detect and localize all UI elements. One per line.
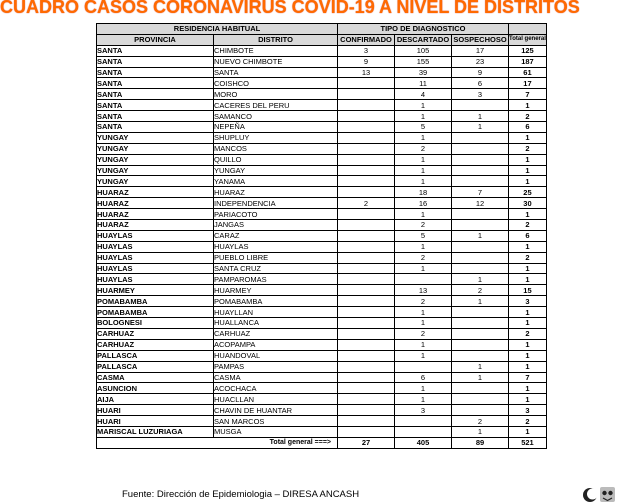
cell-sospechoso: 2: [452, 416, 509, 427]
cell-distrito: SAN MARCOS: [214, 416, 338, 427]
cell-provincia: YUNGAY: [97, 132, 214, 143]
cell-sospechoso: 1: [452, 111, 509, 122]
col-header-sospechoso: SOSPECHOSO: [453, 35, 507, 45]
table-row: [97, 285, 547, 296]
cell-confirmado: [338, 328, 395, 339]
cell-distrito: POMABAMBA: [214, 296, 338, 307]
cell-total: 1: [509, 383, 547, 394]
cell-provincia: CARHUAZ: [97, 328, 214, 339]
table-row: [97, 198, 547, 209]
cell-provincia: SANTA: [97, 111, 214, 122]
cell-confirmado: [338, 241, 395, 252]
cell-confirmado: [338, 307, 395, 318]
cell-confirmado: [338, 296, 395, 307]
cell-total: 1: [509, 154, 547, 165]
cell-total: 1: [509, 274, 547, 285]
cell-sospechoso: 1: [452, 296, 509, 307]
cell-distrito: INDEPENDENCIA: [214, 198, 338, 209]
cell-distrito: ACOPAMPA: [214, 339, 338, 350]
cell-descartado: 1: [395, 350, 452, 361]
cell-distrito: SANTA: [214, 67, 338, 78]
table-row: [97, 111, 547, 122]
cell-confirmado: [338, 187, 395, 198]
cell-sospechoso: 1: [452, 122, 509, 133]
cell-total: 3: [509, 296, 547, 307]
cell-sospechoso: 1: [452, 372, 509, 383]
table-body: [97, 45, 547, 437]
cell-descartado: [395, 361, 452, 372]
cell-total: 1: [509, 100, 547, 111]
source-note: Fuente: Dirección de Epidemiologia – DIRESA ANCASH: [122, 489, 360, 500]
total-confirmado: 27: [338, 437, 395, 448]
cell-distrito: SANTA CRUZ: [214, 263, 338, 274]
cell-descartado: 1: [395, 339, 452, 350]
cell-descartado: 1: [395, 318, 452, 329]
cell-descartado: 18: [395, 187, 452, 198]
cell-sospechoso: 2: [452, 285, 509, 296]
cell-sospechoso: [452, 252, 509, 263]
cell-sospechoso: [452, 339, 509, 350]
cell-confirmado: [338, 100, 395, 111]
cell-provincia: SANTA: [97, 56, 214, 67]
cell-total: 1: [509, 307, 547, 318]
cell-descartado: 39: [395, 67, 452, 78]
cell-provincia: PALLASCA: [97, 350, 214, 361]
cell-provincia: HUARAZ: [97, 220, 214, 231]
logo-icon: [583, 486, 617, 503]
cell-provincia: SANTA: [97, 122, 214, 133]
cell-descartado: 1: [395, 100, 452, 111]
cell-distrito: ACOCHACA: [214, 383, 338, 394]
cell-distrito: SAMANCO: [214, 111, 338, 122]
cell-total: 2: [509, 416, 547, 427]
cell-confirmado: [338, 132, 395, 143]
table-row: [97, 383, 547, 394]
cell-total: 15: [509, 285, 547, 296]
cell-total: 1: [509, 426, 547, 437]
cell-descartado: 3: [395, 405, 452, 416]
cell-descartado: 2: [395, 296, 452, 307]
table-row: [97, 405, 547, 416]
cell-sospechoso: [452, 176, 509, 187]
cell-total: 25: [509, 187, 547, 198]
table-row: [97, 350, 547, 361]
cell-provincia: CARHUAZ: [97, 339, 214, 350]
cell-sospechoso: [452, 154, 509, 165]
cell-provincia: BOLOGNESI: [97, 318, 214, 329]
cell-sospechoso: [452, 394, 509, 405]
cell-distrito: PAMPAROMAS: [214, 274, 338, 285]
total-descartado: 405: [395, 437, 452, 448]
cell-provincia: YUNGAY: [97, 154, 214, 165]
cell-descartado: 5: [395, 230, 452, 241]
cell-descartado: 6: [395, 372, 452, 383]
cell-descartado: 16: [395, 198, 452, 209]
cell-descartado: 11: [395, 78, 452, 89]
table-row: [97, 296, 547, 307]
col-header-distrito: DISTRITO: [214, 34, 338, 45]
cell-confirmado: [338, 383, 395, 394]
cell-total: 1: [509, 132, 547, 143]
cell-distrito: SHUPLUY: [214, 132, 338, 143]
cell-descartado: 2: [395, 252, 452, 263]
table-row: [97, 328, 547, 339]
cell-descartado: 105: [395, 45, 452, 56]
cell-total: 2: [509, 143, 547, 154]
cell-sospechoso: [452, 209, 509, 220]
table-row: [97, 176, 547, 187]
cell-descartado: 1: [395, 111, 452, 122]
cell-total: 1: [509, 263, 547, 274]
cell-total: 2: [509, 252, 547, 263]
cell-total: 1: [509, 209, 547, 220]
cell-distrito: CARAZ: [214, 230, 338, 241]
cell-sospechoso: 12: [452, 198, 509, 209]
table-row: [97, 45, 547, 56]
cell-provincia: HUAYLAS: [97, 230, 214, 241]
cell-descartado: 1: [395, 394, 452, 405]
table-row: [97, 100, 547, 111]
cell-confirmado: [338, 263, 395, 274]
cell-confirmado: [338, 405, 395, 416]
col-header-descartado: DESCARTADO: [395, 34, 452, 45]
cell-distrito: NEPEÑA: [214, 122, 338, 133]
cell-confirmado: [338, 252, 395, 263]
cell-provincia: SANTA: [97, 67, 214, 78]
cell-total: 2: [509, 111, 547, 122]
cell-total: 2: [509, 328, 547, 339]
cell-distrito: PUEBLO LIBRE: [214, 252, 338, 263]
cell-total: 3: [509, 405, 547, 416]
cell-total: 1: [509, 361, 547, 372]
col-header-total: Total general: [509, 34, 547, 45]
cell-provincia: SANTA: [97, 45, 214, 56]
cell-total: 1: [509, 241, 547, 252]
table-row: [97, 230, 547, 241]
cell-provincia: SANTA: [97, 78, 214, 89]
total-row: [97, 437, 547, 448]
table-row: [97, 56, 547, 67]
cell-provincia: HUAYLAS: [97, 263, 214, 274]
col-header-provincia: PROVINCIA: [97, 34, 214, 45]
table-row: [97, 220, 547, 231]
cell-total: 30: [509, 198, 547, 209]
cell-sospechoso: [452, 220, 509, 231]
cell-confirmado: [338, 176, 395, 187]
cell-total: 17: [509, 78, 547, 89]
cell-distrito: HUARMEY: [214, 285, 338, 296]
cell-confirmado: [338, 165, 395, 176]
cell-provincia: HUARAZ: [97, 187, 214, 198]
cell-distrito: HUAYLLAN: [214, 307, 338, 318]
cell-sospechoso: 23: [452, 56, 509, 67]
table-row: [97, 318, 547, 329]
cell-total: 2: [509, 220, 547, 231]
page-title: CUADRO CASOS CORONAVIRUS COVID-19 A NIVEL DE DISTRITOS: [0, 0, 580, 17]
col-header-confirmado: CONFIRMADO: [338, 34, 395, 45]
cell-provincia: MARISCAL LUZURIAGA: [97, 426, 214, 437]
cell-total: 1: [509, 394, 547, 405]
cell-sospechoso: [452, 350, 509, 361]
table-row: [97, 78, 547, 89]
cell-provincia: HUAYLAS: [97, 274, 214, 285]
cell-confirmado: [338, 285, 395, 296]
cell-sospechoso: [452, 143, 509, 154]
cell-distrito: QUILLO: [214, 154, 338, 165]
cell-descartado: [395, 416, 452, 427]
cell-descartado: [395, 274, 452, 285]
cell-sospechoso: [452, 241, 509, 252]
cell-confirmado: [338, 318, 395, 329]
cell-confirmado: [338, 122, 395, 133]
cell-sospechoso: 3: [452, 89, 509, 100]
cell-descartado: 1: [395, 132, 452, 143]
cell-sospechoso: [452, 263, 509, 274]
group-header-residencia: RESIDENCIA HABITUAL: [97, 24, 338, 35]
cell-provincia: HUARAZ: [97, 198, 214, 209]
cell-distrito: YANAMA: [214, 176, 338, 187]
cell-distrito: HUAYLAS: [214, 241, 338, 252]
cell-distrito: CACERES DEL PERU: [214, 100, 338, 111]
cell-descartado: 2: [395, 143, 452, 154]
cell-confirmado: [338, 89, 395, 100]
cell-confirmado: [338, 350, 395, 361]
cell-total: 125: [509, 45, 547, 56]
cell-provincia: SANTA: [97, 100, 214, 111]
cell-provincia: YUNGAY: [97, 165, 214, 176]
table-row: [97, 263, 547, 274]
total-label: Total general ===>: [97, 437, 338, 448]
cell-sospechoso: [452, 132, 509, 143]
table-row: [97, 165, 547, 176]
cell-provincia: POMABAMBA: [97, 307, 214, 318]
group-header-tipo: TIPO DE DIAGNOSTICO: [338, 24, 509, 35]
cell-provincia: PALLASCA: [97, 361, 214, 372]
cell-sospechoso: 9: [452, 67, 509, 78]
cell-distrito: PARIACOTO: [214, 209, 338, 220]
cell-sospechoso: 1: [452, 361, 509, 372]
table-row: [97, 361, 547, 372]
cell-descartado: 1: [395, 307, 452, 318]
cell-distrito: JANGAS: [214, 220, 338, 231]
cell-distrito: YUNGAY: [214, 165, 338, 176]
cell-distrito: PAMPAS: [214, 361, 338, 372]
cell-distrito: CARHUAZ: [214, 328, 338, 339]
cell-confirmado: [338, 274, 395, 285]
cell-distrito: MANCOS: [214, 143, 338, 154]
cell-provincia: HUAYLAS: [97, 241, 214, 252]
cell-provincia: HUAYLAS: [97, 252, 214, 263]
cell-confirmado: [338, 78, 395, 89]
cell-confirmado: 3: [338, 45, 395, 56]
cell-confirmado: [338, 416, 395, 427]
cell-descartado: 5: [395, 122, 452, 133]
cell-distrito: NUEVO CHIMBOTE: [214, 56, 338, 67]
cell-provincia: ASUNCION: [97, 383, 214, 394]
cell-sospechoso: 1: [452, 426, 509, 437]
table-row: [97, 252, 547, 263]
cell-sospechoso: 7: [452, 187, 509, 198]
table-row: [97, 372, 547, 383]
table-row: [97, 122, 547, 133]
cell-sospechoso: 1: [452, 274, 509, 285]
cell-distrito: COISHCO: [214, 78, 338, 89]
cell-sospechoso: [452, 165, 509, 176]
table-row: [97, 187, 547, 198]
cell-confirmado: [338, 426, 395, 437]
table-row: [97, 426, 547, 437]
cell-confirmado: [338, 220, 395, 231]
cell-distrito: MORO: [214, 89, 338, 100]
table-row: [97, 154, 547, 165]
cell-provincia: HUARAZ: [97, 209, 214, 220]
table-row: [97, 67, 547, 78]
cell-total: 1: [509, 318, 547, 329]
cell-confirmado: [338, 111, 395, 122]
cell-sospechoso: 17: [452, 45, 509, 56]
cell-sospechoso: [452, 405, 509, 416]
cell-confirmado: [338, 394, 395, 405]
cell-provincia: SANTA: [97, 89, 214, 100]
table-row: [97, 274, 547, 285]
table-row: [97, 89, 547, 100]
cell-total: 61: [509, 67, 547, 78]
cell-confirmado: [338, 230, 395, 241]
cell-distrito: HUANDOVAL: [214, 350, 338, 361]
cases-table: [96, 23, 547, 449]
cell-sospechoso: 6: [452, 78, 509, 89]
cell-descartado: 2: [395, 328, 452, 339]
cell-descartado: 1: [395, 165, 452, 176]
total-sospechoso: 89: [452, 437, 509, 448]
cell-distrito: HUACLLAN: [214, 394, 338, 405]
table-row: [97, 394, 547, 405]
cell-provincia: AIJA: [97, 394, 214, 405]
cell-confirmado: 13: [338, 67, 395, 78]
cell-descartado: 13: [395, 285, 452, 296]
table-row: [97, 143, 547, 154]
cell-provincia: HUARI: [97, 405, 214, 416]
cell-confirmado: [338, 154, 395, 165]
cell-confirmado: [338, 143, 395, 154]
cell-provincia: CASMA: [97, 372, 214, 383]
cell-provincia: YUNGAY: [97, 176, 214, 187]
cell-confirmado: [338, 339, 395, 350]
cell-total: 1: [509, 165, 547, 176]
cell-sospechoso: [452, 307, 509, 318]
cell-descartado: 1: [395, 209, 452, 220]
cell-provincia: HUARMEY: [97, 285, 214, 296]
cell-confirmado: [338, 372, 395, 383]
table-row: [97, 339, 547, 350]
cell-total: 1: [509, 176, 547, 187]
cell-descartado: [395, 426, 452, 437]
cell-descartado: 1: [395, 176, 452, 187]
cell-confirmado: 2: [338, 198, 395, 209]
table-row: [97, 241, 547, 252]
total-general: 521: [509, 437, 547, 448]
cell-distrito: CHIMBOTE: [214, 45, 338, 56]
cell-descartado: 2: [395, 220, 452, 231]
cell-total: 7: [509, 372, 547, 383]
cell-confirmado: [338, 209, 395, 220]
cell-descartado: 1: [395, 154, 452, 165]
cell-confirmado: [338, 361, 395, 372]
table-row: [97, 132, 547, 143]
table-row: [97, 416, 547, 427]
cell-total: 6: [509, 230, 547, 241]
cell-descartado: 4: [395, 89, 452, 100]
cell-total: 1: [509, 339, 547, 350]
cell-distrito: HUALLANCA: [214, 318, 338, 329]
cell-sospechoso: [452, 328, 509, 339]
cell-provincia: HUARI: [97, 416, 214, 427]
table-row: [97, 307, 547, 318]
cell-total: 7: [509, 89, 547, 100]
cell-distrito: CASMA: [214, 372, 338, 383]
cell-total: 187: [509, 56, 547, 67]
cell-descartado: 1: [395, 383, 452, 394]
table-row: [97, 209, 547, 220]
cell-distrito: HUARAZ: [214, 187, 338, 198]
cell-sospechoso: [452, 100, 509, 111]
cell-total: 1: [509, 350, 547, 361]
cell-descartado: 155: [395, 56, 452, 67]
cell-distrito: MUSGA: [214, 426, 338, 437]
cell-distrito: CHAVIN DE HUANTAR: [214, 405, 338, 416]
cell-descartado: 1: [395, 263, 452, 274]
cell-sospechoso: [452, 318, 509, 329]
cell-total: 6: [509, 122, 547, 133]
cell-confirmado: 9: [338, 56, 395, 67]
cell-sospechoso: [452, 383, 509, 394]
cell-provincia: POMABAMBA: [97, 296, 214, 307]
group-header-blank: [509, 24, 547, 35]
cell-provincia: YUNGAY: [97, 143, 214, 154]
cell-sospechoso: 1: [452, 230, 509, 241]
cell-descartado: 1: [395, 241, 452, 252]
